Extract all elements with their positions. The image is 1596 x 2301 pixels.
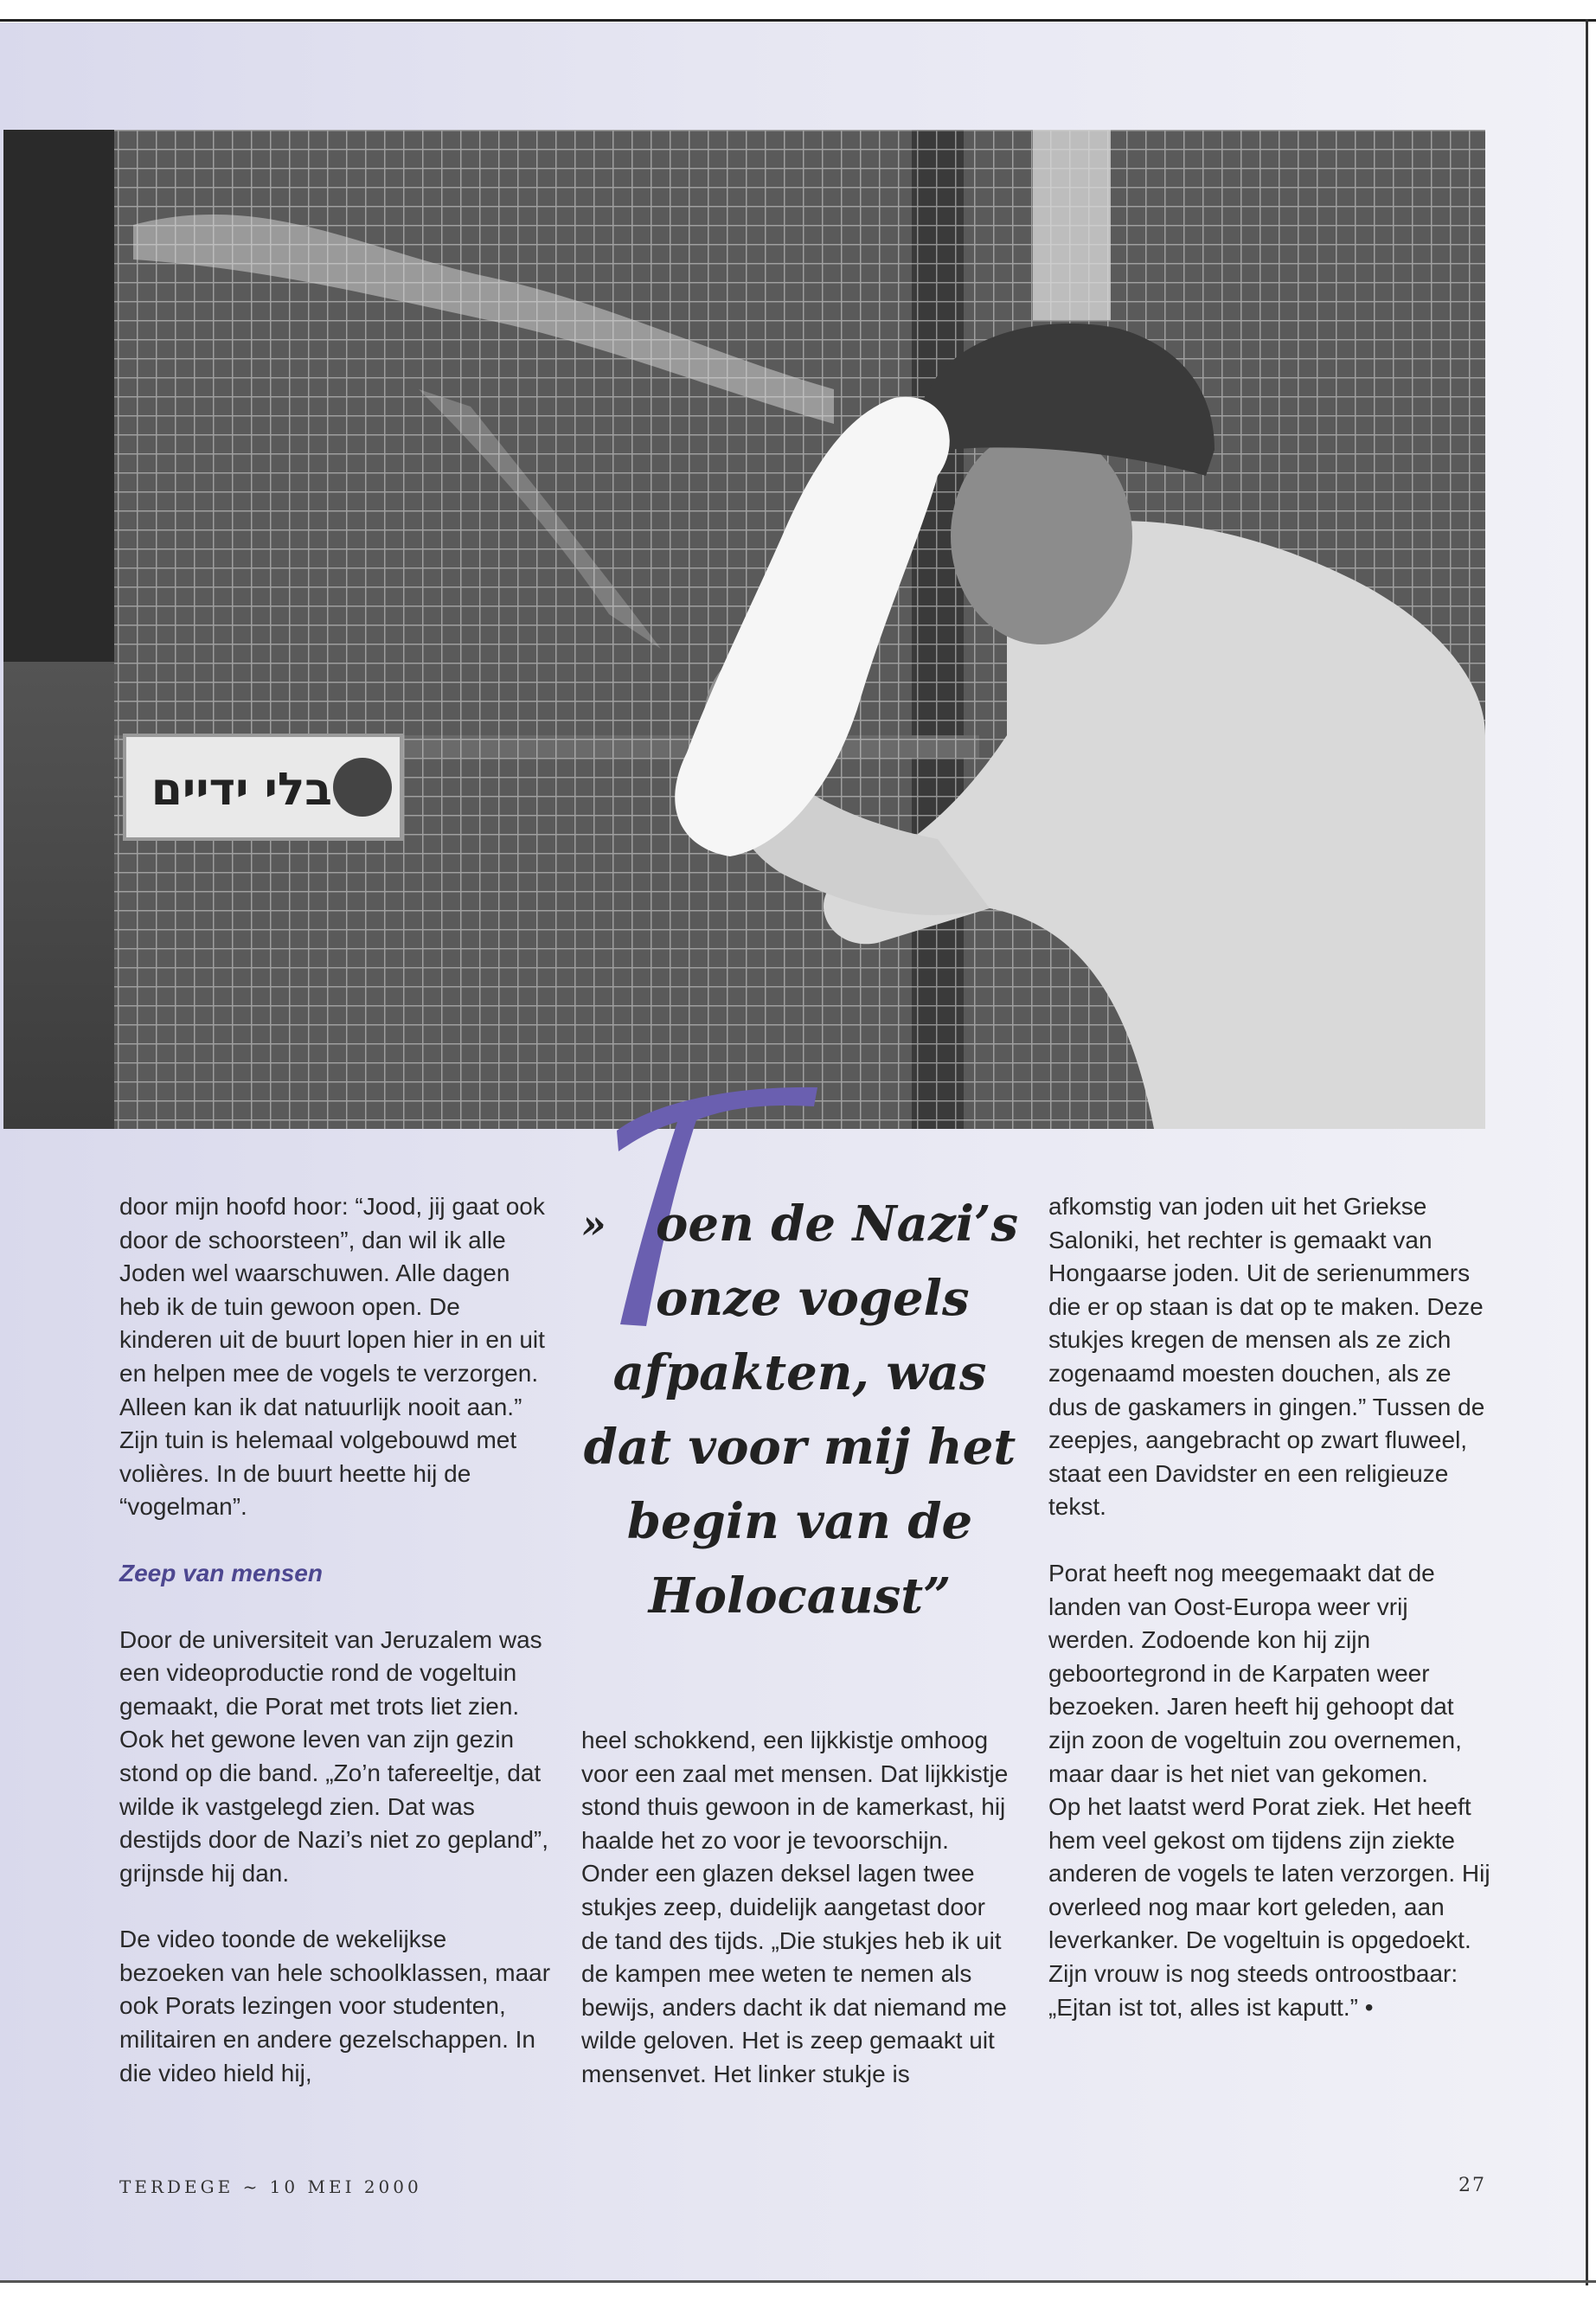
column-3 [1048, 1190, 1494, 2057]
bottom-rule [0, 2280, 1596, 2283]
pull-quote-line-5: begin van de [626, 1493, 973, 1550]
col1-paragraph-3: De video toonde de wekelijkse bezoeken van hele schoolklassen, maar ook Porats lezingen voor studenten, militairen en andere gezelschappen. In die video hield hij, [119, 1926, 551, 2086]
col3-paragraph-1: afkomstig van joden uit het Griekse Saloniki, het rechter is gemaakt van Hongaarse joden. Uit de serienummers die er op staan is dat op te maken. Deze stukjes kregen de mensen als ze zich zogenaamd moesten douchen, als ze dus de gaskamers in gingen.” Tussen de zeepjes, aangebracht op zwart fluweel, staat een Davidster en een religieuze tekst. [1048, 1193, 1485, 1521]
subhead-zeep-van-mensen: Zeep van mensen [119, 1559, 323, 1586]
sign-text: בלי ידיים [151, 764, 332, 816]
column-2 [581, 1724, 1018, 2125]
col2-paragraph-1: heel schokkend, een lijkkistje omhoog voor een zaal met mensen. Dat lijkkistje stond thuis gewoon in de kamerkast, hij haalde het zo voor je tevoorschijn. Onder een glazen deksel lagen twee stukjes zeep, duidelijk aangetast door de tand des tijds. „Die stukjes heb ik uit de kampen mee weten te nemen als bewijs, anders dacht ik dat niemand me wilde geloven. Het is zeep gemaakt uit mensenvet. Het linker stukje is [581, 1727, 1009, 2087]
page-number: 27 [1458, 2175, 1486, 2196]
pull-quote-line-2: onze vogels [656, 1270, 970, 1327]
top-rule [0, 19, 1596, 22]
col1-paragraph-1: door mijn hoofd hoor: “Jood, jij gaat ook door de schoorsteen”, dan wil ik alle Joden wel waarschuwen. Alle dagen heb ik de tuin gewoon open. De kinderen uit de buurt lopen hier in en uit en helpen mee de vogels te verzorgen. Alleen kan ik dat natuurlijk nooit aan.” Zijn tuin is helemaal volgebouwd met volières. In de buurt heette hij de “vogelman”. [119, 1193, 545, 1521]
col3-paragraph-3: Op het laatst werd Porat ziek. Het heeft hem veel gekost om tijdens zijn ziekte anderen de vogels te laten verzorgen. Hij overleed nog maar kort geleden, aan leverkanker. De vogeltuin is opgedoekt. Zijn vrouw is nog steeds ontroostbaar: „Ejtan ist tot, alles ist kaputt.” • [1048, 1793, 1490, 2021]
photo-man-with-cockatoo-icon [3, 130, 1485, 1129]
right-rule [1586, 19, 1588, 2285]
col3-paragraph-2: Porat heeft nog meegemaakt dat de landen van Oost-Europa weer vrij werden. Zodoende kon hij zijn geboortegrond in de Karpaten weer bezoeken. Jaren heeft hij gehoopt dat zijn zoon de vogeltuin zou overnemen, maar daar is het niet van gekomen. [1048, 1559, 1462, 1787]
col1-paragraph-2: Door de universiteit van Jeruzalem was een videoproductie rond de vogeltuin gemaakt, die Porat met trots liet zien. Ook het gewone leven van zijn gezin stond op die band. „Zo’n tafereeltje, dat wilde ik vastgelegd zien. Dat was destijds door de Nazi’s niet zo gepland”, grijnsde hij dan. [119, 1625, 549, 1887]
pull-quote [581, 1187, 1018, 1633]
pull-quote-open-mark: » [581, 1201, 606, 1247]
column-1 [119, 1190, 552, 2123]
pull-quote-line-4: dat voor mij het [583, 1419, 1016, 1476]
pull-quote-line-3: afpakten, was [612, 1344, 987, 1401]
footer-publication: TERDEGE ~ 10 MEI 2000 [119, 2176, 422, 2197]
pull-quote-line-6: Holocaust” [648, 1567, 952, 1625]
pull-quote-line-1: oen de Nazi’s [656, 1195, 1019, 1253]
article-photo [3, 130, 1485, 1129]
